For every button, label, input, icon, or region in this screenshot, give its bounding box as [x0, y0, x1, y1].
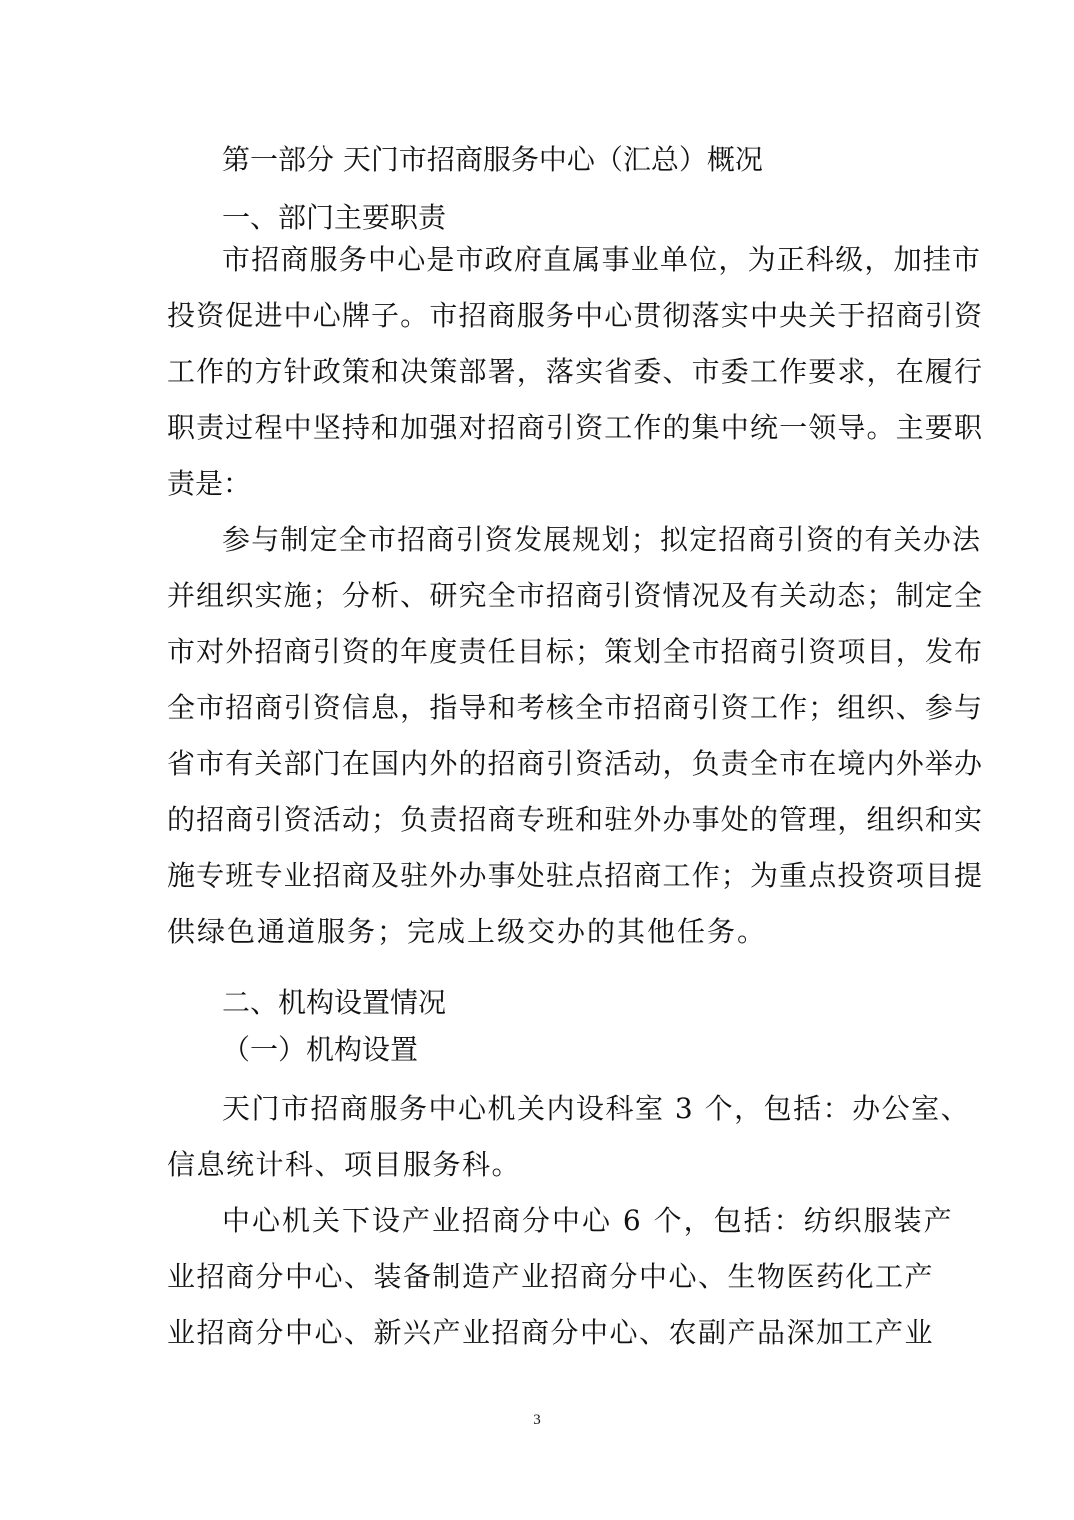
section-heading-responsibilities: 一、部门主要职责: [222, 201, 447, 234]
subsection-heading: （一）机构设置: [222, 1033, 419, 1066]
page-number: 3: [533, 1412, 541, 1428]
paragraph-line: 信息统计科、项目服务科。: [167, 1148, 522, 1181]
paragraph-line: 的招商引资活动；负责招商专班和驻外办事处的管理，组织和实: [167, 803, 982, 836]
paragraph-line: 市对外招商引资的年度责任目标；策划全市招商引资项目，发布: [167, 635, 982, 668]
paragraph-line: 施专班专业招商及驻外办事处驻点招商工作；为重点投资项目提: [167, 859, 982, 892]
paragraph-line: 投资促进中心牌子。市招商服务中心贯彻落实中央关于招商引资: [167, 299, 982, 332]
paragraph-line: 供绿色通道服务；完成上级交办的其他任务。: [167, 915, 768, 948]
page-title: 第一部分 天门市招商服务中心（汇总）概况: [222, 143, 763, 176]
section-heading-organization: 二、机构设置情况: [222, 986, 447, 1019]
paragraph-line: 天门市招商服务中心机关内设科室 3 个，包括：办公室、: [222, 1092, 971, 1125]
paragraph-line: 职责过程中坚持和加强对招商引资工作的集中统一领导。主要职: [167, 411, 982, 444]
paragraph-line: 并组织实施；分析、研究全市招商引资情况及有关动态；制定全: [167, 579, 982, 612]
paragraph-line: 工作的方针政策和决策部署，落实省委、市委工作要求，在履行: [167, 355, 982, 388]
paragraph-line: 责是：: [167, 467, 252, 500]
paragraph-line: 中心机关下设产业招商分中心 6 个，包括：纺织服装产: [222, 1204, 954, 1237]
paragraph-line: 省市有关部门在国内外的招商引资活动，负责全市在境内外举办: [167, 747, 982, 780]
paragraph-line: 参与制定全市招商引资发展规划；拟定招商引资的有关办法: [222, 523, 980, 556]
paragraph-line: 市招商服务中心是市政府直属事业单位，为正科级，加挂市: [222, 243, 980, 276]
paragraph-line: 业招商分中心、装备制造产业招商分中心、生物医药化工产: [167, 1260, 935, 1293]
paragraph-line: 业招商分中心、新兴产业招商分中心、农副产品深加工产业: [167, 1316, 935, 1349]
paragraph-line: 全市招商引资信息，指导和考核全市招商引资工作；组织、参与: [167, 691, 982, 724]
